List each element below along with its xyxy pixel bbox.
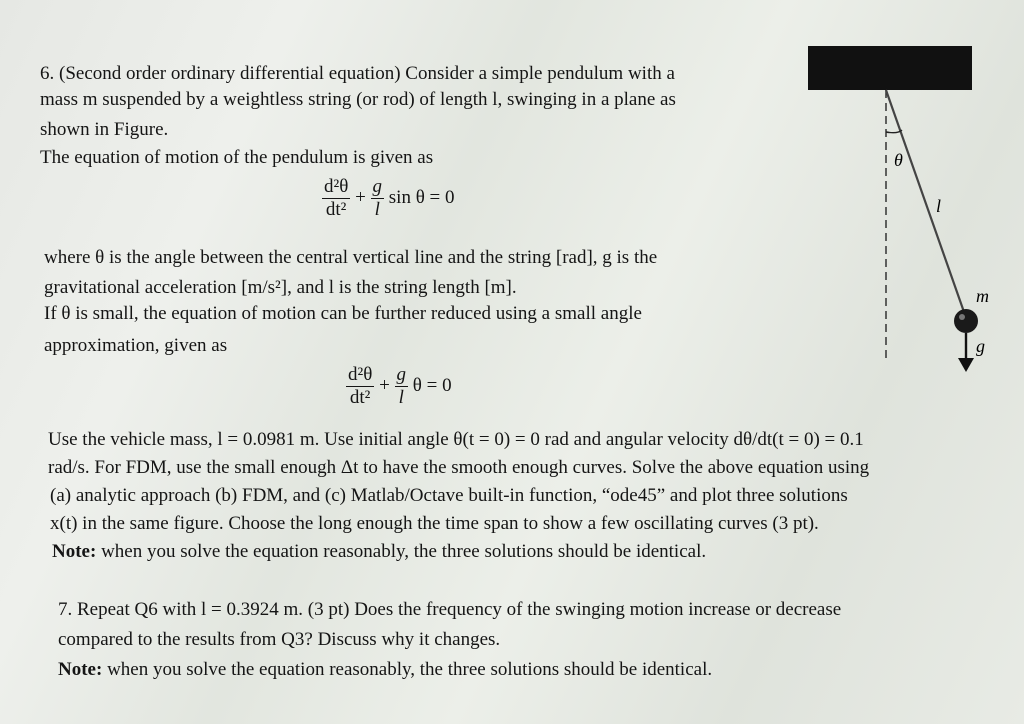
- equation-full: [322, 176, 455, 221]
- eq2-den-right: l: [398, 387, 404, 408]
- gravity-arrow-head: [958, 358, 974, 372]
- eq1-plus: +: [355, 186, 366, 208]
- eq2-num-right: g: [396, 364, 407, 385]
- eq1-num-left: d²θ: [324, 176, 349, 197]
- q6-line-3: shown in Figure.: [40, 119, 169, 140]
- eq2-den-left: dt²: [349, 387, 371, 408]
- use-line-4: x(t) in the same figure. Choose the long enough the time span to show a few oscillating curves (3 pt).: [50, 513, 819, 534]
- theta-label: θ: [894, 150, 903, 170]
- q7-note-text: when you solve the equation reasonably, the three solutions should be identical.: [102, 659, 713, 680]
- q6-line-1: 6. (Second order ordinary differential equation) Consider a simple pendulum with a: [40, 63, 675, 84]
- q6-note-text: when you solve the equation reasonably, the three solutions should be identical.: [96, 541, 707, 562]
- eq2-rest: θ = 0: [412, 374, 452, 396]
- where-line-2: gravitational acceleration [m/s²], and l is the string length [m].: [44, 277, 517, 298]
- q7-note-label: Note:: [58, 659, 103, 680]
- q7-line-1: 7. Repeat Q6 with l = 0.3924 m. (3 pt) Does the frequency of the swinging motion increase or decrease: [58, 599, 842, 620]
- eq1-den-left: dt²: [325, 199, 347, 220]
- eq2-num-left: d²θ: [348, 364, 373, 385]
- q7-line-2: compared to the results from Q3? Discuss why it changes.: [58, 629, 501, 650]
- where-line-1: where θ is the angle between the central vertical line and the string [rad], g is the: [44, 247, 658, 268]
- eq1-derivative-fraction: [322, 176, 350, 221]
- eq1-num-right: g: [372, 176, 383, 197]
- q6-note: [52, 540, 706, 564]
- ceiling-block: [808, 46, 972, 90]
- pendulum-string: [886, 90, 964, 312]
- where-line-3: If θ is small, the equation of motion can be further reduced using a small angle: [44, 303, 642, 324]
- q6-line-2: mass m suspended by a weightless string (or rod) of length l, swinging in a plane as: [40, 89, 676, 110]
- eq1-g-over-l-fraction: [371, 176, 385, 221]
- eq1-rest: sin θ = 0: [388, 186, 455, 208]
- eq2-g-over-l-fraction: [395, 364, 409, 409]
- eq2-plus: +: [379, 374, 390, 396]
- use-line-1: Use the vehicle mass, l = 0.0981 m. Use initial angle θ(t = 0) = 0 rad and angular velocity dθ/dt(t = 0) = 0.1: [48, 429, 864, 450]
- where-line-4: approximation, given as: [44, 335, 228, 356]
- use-line-3: (a) analytic approach (b) FDM, and (c) Matlab/Octave built-in function, “ode45” and plot three solutions: [50, 485, 848, 506]
- length-label: l: [936, 196, 942, 216]
- use-line-2: rad/s. For FDM, use the small enough Δt to have the smooth enough curves. Solve the above equation using: [48, 457, 870, 478]
- pendulum-figure: [800, 40, 1010, 380]
- pendulum-mass: [954, 309, 978, 333]
- q7-note: [58, 658, 712, 682]
- q6-note-label: Note:: [52, 541, 97, 562]
- eq2-derivative-fraction: [346, 364, 374, 409]
- q6-line-4: The equation of motion of the pendulum is given as: [40, 147, 434, 168]
- mass-label: m: [976, 286, 989, 306]
- mass-highlight: [959, 314, 965, 320]
- gravity-label: g: [976, 336, 985, 356]
- eq1-den-right: l: [374, 199, 380, 220]
- equation-small-angle: [346, 364, 452, 409]
